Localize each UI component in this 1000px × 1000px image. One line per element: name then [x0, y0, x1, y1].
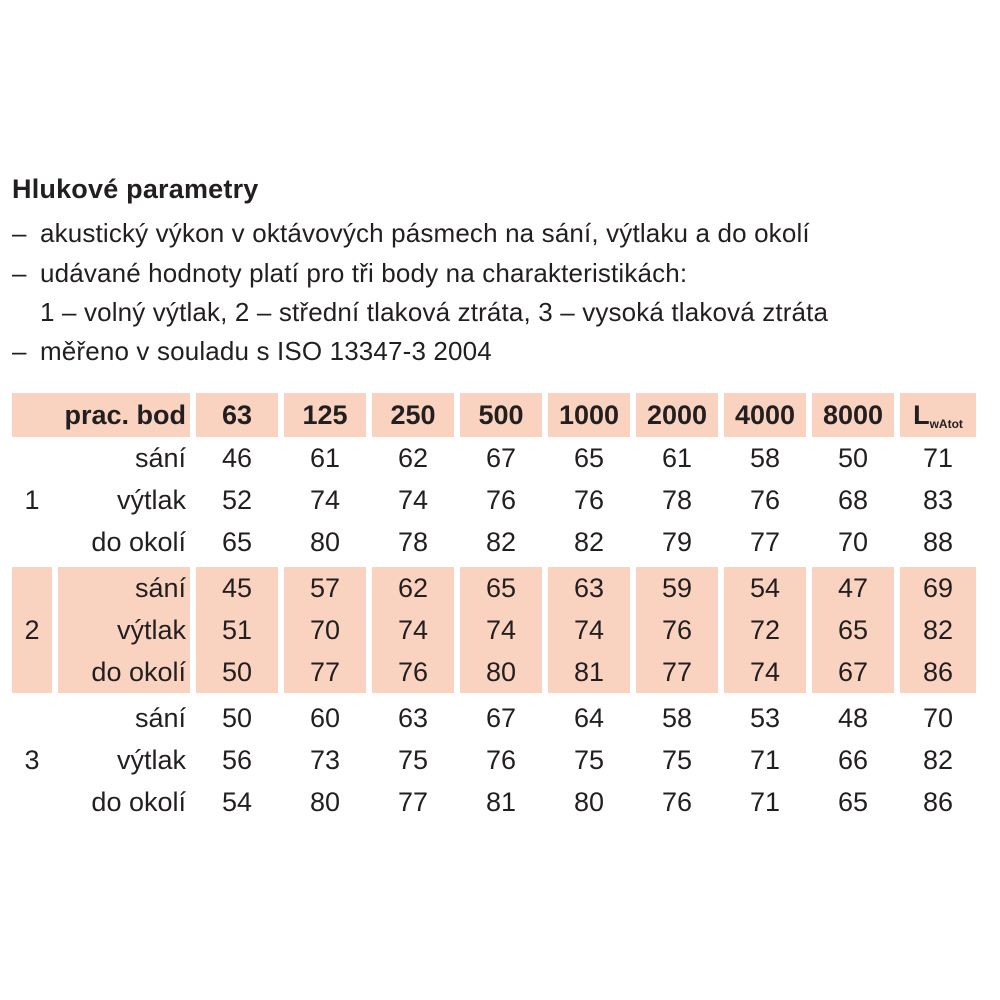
- table-row: [12, 609, 976, 651]
- value-cell: 51: [196, 609, 278, 651]
- bullet-item: [12, 336, 492, 367]
- bullet-text: 1 – volný výtlak, 2 – střední tlaková ztráta, 3 – vysoká tlaková ztráta: [40, 297, 829, 327]
- row-type-label: sání: [58, 567, 190, 609]
- bullet-text: akustický výkon v oktávových pásmech na sání, výtlaku a do okolí: [40, 218, 810, 248]
- header-freq: 2000: [636, 393, 718, 437]
- value-cell: 65: [460, 567, 542, 609]
- table-row: [12, 781, 976, 823]
- value-cell: 62: [397, 442, 429, 473]
- value-cell: 82: [573, 526, 605, 557]
- value-cell: 50: [221, 702, 253, 733]
- value-cell: 80: [573, 786, 605, 817]
- value-cell: 62: [372, 567, 454, 609]
- value-cell: 75: [661, 744, 693, 775]
- value-cell: 52: [221, 484, 253, 515]
- value-cell: 45: [196, 567, 278, 609]
- value-cell: 68: [837, 484, 869, 515]
- total-value-cell: 86: [922, 786, 954, 817]
- header-freq: 4000: [724, 393, 806, 437]
- row-type-label: do okolí: [91, 786, 186, 817]
- table-row: [12, 567, 976, 609]
- value-cell: 80: [460, 651, 542, 693]
- value-cell: 71: [749, 744, 781, 775]
- value-cell: 76: [372, 651, 454, 693]
- value-cell: 54: [724, 567, 806, 609]
- bullet-item: [12, 218, 810, 249]
- bullet-dash: –: [12, 218, 27, 248]
- value-cell: 74: [372, 609, 454, 651]
- value-cell: 61: [661, 442, 693, 473]
- value-cell: 63: [548, 567, 630, 609]
- value-cell: 53: [749, 702, 781, 733]
- total-value-cell: 69: [900, 567, 976, 609]
- bullet-text: měřeno v souladu s ISO 13347-3 2004: [40, 336, 492, 366]
- value-cell: 76: [485, 484, 517, 515]
- table-header-row: [12, 393, 976, 437]
- value-cell: 65: [221, 526, 253, 557]
- value-cell: 50: [837, 442, 869, 473]
- value-cell: 48: [837, 702, 869, 733]
- value-cell: 63: [397, 702, 429, 733]
- value-cell: 74: [724, 651, 806, 693]
- value-cell: 82: [485, 526, 517, 557]
- value-cell: 54: [221, 786, 253, 817]
- value-cell: 74: [397, 484, 429, 515]
- total-value-cell: 88: [922, 526, 954, 557]
- bullet-continuation: [40, 297, 828, 328]
- header-freq: 500: [460, 393, 542, 437]
- total-value-cell: 86: [900, 651, 976, 693]
- value-cell: 80: [309, 526, 341, 557]
- value-cell: 66: [837, 744, 869, 775]
- bod-number: 1: [24, 484, 40, 515]
- header-freq: 63: [196, 393, 278, 437]
- value-cell: 79: [661, 526, 693, 557]
- table-row: [12, 739, 976, 781]
- header-total-sub: wAtot: [929, 416, 963, 431]
- table-row: [12, 651, 976, 693]
- value-cell: 65: [837, 786, 869, 817]
- value-cell: 47: [812, 567, 894, 609]
- value-cell: 77: [284, 651, 366, 693]
- bod-number: 2: [12, 567, 52, 693]
- value-cell: 50: [196, 651, 278, 693]
- value-cell: 81: [485, 786, 517, 817]
- bullet-item: [12, 258, 687, 289]
- value-cell: 74: [548, 609, 630, 651]
- noise-table: [6, 393, 982, 823]
- value-cell: 65: [812, 609, 894, 651]
- total-value-cell: 82: [922, 744, 954, 775]
- value-cell: 71: [749, 786, 781, 817]
- total-value-cell: 70: [922, 702, 954, 733]
- row-type-label: výtlak: [58, 609, 190, 651]
- value-cell: 56: [221, 744, 253, 775]
- value-cell: 76: [573, 484, 605, 515]
- value-cell: 70: [837, 526, 869, 557]
- value-cell: 77: [636, 651, 718, 693]
- value-cell: 70: [284, 609, 366, 651]
- header-total: [900, 393, 976, 437]
- section-heading: Hlukové parametry: [12, 174, 259, 204]
- value-cell: 61: [309, 442, 341, 473]
- row-type-label: do okolí: [91, 526, 186, 557]
- value-cell: 58: [749, 442, 781, 473]
- total-value-cell: 71: [922, 442, 954, 473]
- total-value-cell: 82: [900, 609, 976, 651]
- bullet-dash: –: [12, 336, 27, 366]
- value-cell: 67: [485, 702, 517, 733]
- value-cell: 78: [661, 484, 693, 515]
- value-cell: 67: [812, 651, 894, 693]
- value-cell: 64: [573, 702, 605, 733]
- value-cell: 67: [485, 442, 517, 473]
- value-cell: 60: [309, 702, 341, 733]
- table-row: [12, 521, 976, 563]
- value-cell: 58: [661, 702, 693, 733]
- row-type-label: výtlak: [116, 484, 186, 515]
- value-cell: 77: [397, 786, 429, 817]
- value-cell: 73: [309, 744, 341, 775]
- header-freq: 8000: [812, 393, 894, 437]
- value-cell: 57: [284, 567, 366, 609]
- header-freq: 125: [284, 393, 366, 437]
- row-type-label: sání: [134, 442, 186, 473]
- header-freq: 250: [372, 393, 454, 437]
- row-type-label: do okolí: [58, 651, 190, 693]
- value-cell: 75: [573, 744, 605, 775]
- value-cell: 78: [397, 526, 429, 557]
- value-cell: 75: [397, 744, 429, 775]
- value-cell: 74: [460, 609, 542, 651]
- table-row: [12, 479, 976, 521]
- value-cell: 65: [573, 442, 605, 473]
- value-cell: 72: [724, 609, 806, 651]
- value-cell: 76: [485, 744, 517, 775]
- value-cell: 76: [636, 609, 718, 651]
- bullet-dash: –: [12, 258, 27, 288]
- value-cell: 46: [221, 442, 253, 473]
- header-total-main: L: [913, 399, 930, 430]
- total-value-cell: 83: [922, 484, 954, 515]
- value-cell: 77: [749, 526, 781, 557]
- bullet-text: udávané hodnoty platí pro tři body na charakteristikách:: [40, 258, 688, 288]
- header-freq: 1000: [548, 393, 630, 437]
- value-cell: 81: [548, 651, 630, 693]
- table-row: [12, 437, 976, 479]
- value-cell: 59: [636, 567, 718, 609]
- bod-number: 3: [24, 744, 40, 775]
- row-type-label: sání: [134, 702, 186, 733]
- value-cell: 76: [749, 484, 781, 515]
- table-row: [12, 697, 976, 739]
- header-bod: prac. bod: [12, 393, 190, 437]
- value-cell: 80: [309, 786, 341, 817]
- value-cell: 76: [661, 786, 693, 817]
- value-cell: 74: [309, 484, 341, 515]
- row-type-label: výtlak: [116, 744, 186, 775]
